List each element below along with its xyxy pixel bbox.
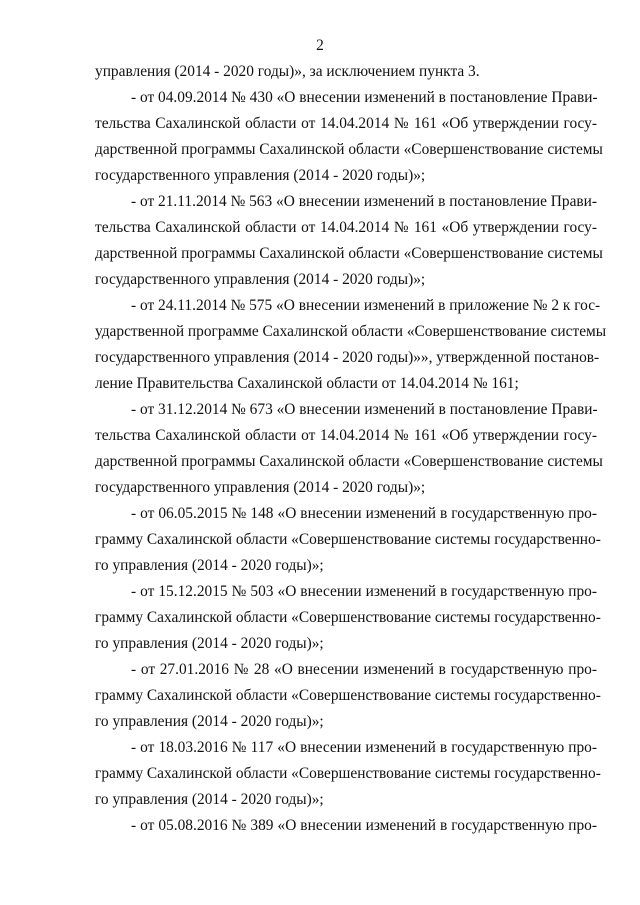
list-item-start: - от 05.08.2016 № 389 «О внесении изменений в государственную про- — [131, 817, 597, 834]
text-line: управления (2014 - 2020 годы)», за исключением пункта 3. — [95, 63, 480, 80]
text-line: дарственной программы Сахалинской области «Совершенствование системы — [95, 453, 603, 470]
list-item-start: - от 31.12.2014 № 673 «О внесении изменений в постановление Прави- — [131, 401, 598, 418]
list-item-start: - от 15.12.2015 № 503 «О внесении изменений в государственную про- — [131, 583, 597, 600]
text-line: государственного управления (2014 - 2020 годы)»; — [95, 167, 426, 184]
list-item-start: - от 21.11.2014 № 563 «О внесении изменений в постановление Прави- — [131, 193, 598, 210]
text-line: го управления (2014 - 2020 годы)»; — [95, 557, 324, 574]
text-line: дарственной программы Сахалинской области «Совершенствование системы — [95, 245, 603, 262]
text-line: государственного управления (2014 - 2020 годы)»; — [95, 479, 426, 496]
text-line: го управления (2014 - 2020 годы)»; — [95, 635, 324, 652]
text-line: ударственной программе Сахалинской области «Совершенствование системы — [95, 323, 607, 340]
text-line: тельства Сахалинской области от 14.04.2014 № 161 «Об утверждении госу- — [95, 115, 597, 132]
text-line: ление Правительства Сахалинской области от 14.04.2014 № 161; — [95, 375, 519, 392]
text-line: го управления (2014 - 2020 годы)»; — [95, 713, 324, 730]
text-line: грамму Сахалинской области «Совершенствование системы государственно- — [95, 531, 601, 548]
text-line: грамму Сахалинской области «Совершенствование системы государственно- — [95, 609, 601, 626]
list-item-start: - от 04.09.2014 № 430 «О внесении изменений в постановление Прави- — [131, 89, 598, 106]
text-line: грамму Сахалинской области «Совершенствование системы государственно- — [95, 687, 601, 704]
text-line: тельства Сахалинской области от 14.04.2014 № 161 «Об утверждении госу- — [95, 219, 597, 236]
list-item-start: - от 18.03.2016 № 117 «О внесении изменений в государственную про- — [131, 739, 597, 756]
page-number: 2 — [316, 37, 324, 54]
list-item-start: - от 24.11.2014 № 575 «О внесении изменений в приложение № 2 к гос- — [131, 297, 601, 314]
text-line: дарственной программы Сахалинской области «Совершенствование системы — [95, 141, 603, 158]
list-item-start: - от 06.05.2015 № 148 «О внесении изменений в государственную про- — [131, 505, 597, 522]
text-line: тельства Сахалинской области от 14.04.2014 № 161 «Об утверждении госу- — [95, 427, 597, 444]
text-line: государственного управления (2014 - 2020 годы)»; — [95, 271, 426, 288]
list-item-start: - от 27.01.2016 № 28 «О внесении изменений в государственную про- — [131, 661, 597, 678]
text-line: государственного управления (2014 - 2020 годы)»», утвержденной постанов- — [95, 349, 600, 366]
text-line: го управления (2014 - 2020 годы)»; — [95, 791, 324, 808]
text-line: грамму Сахалинской области «Совершенствование системы государственно- — [95, 765, 601, 782]
